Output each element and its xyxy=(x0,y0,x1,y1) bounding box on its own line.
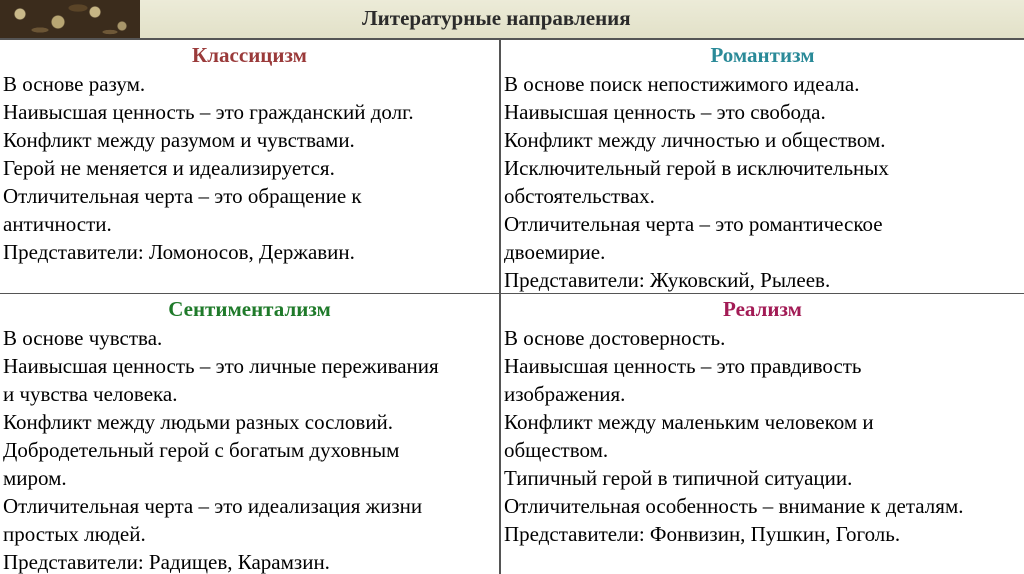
text-line: Герой не меняется и идеализируется. xyxy=(3,156,335,180)
text-line: двоемирие. xyxy=(504,240,606,264)
cell-lines xyxy=(0,324,499,574)
text-line: античности. xyxy=(3,212,112,236)
text-line: Наивысшая ценность – это свобода. xyxy=(504,100,826,124)
text-line: В основе достоверность. xyxy=(504,326,726,350)
text-line: Типичный герой в типичной ситуации. xyxy=(504,466,853,490)
ornament-image xyxy=(0,0,140,38)
text-line: Добродетельный герой с богатым духовным xyxy=(3,438,400,462)
text-line: Наивысшая ценность – это гражданский долг. xyxy=(3,100,414,124)
cell-lines xyxy=(501,324,1024,548)
cell-sentimentalism xyxy=(0,294,499,574)
text-line: В основе поиск непостижимого идеала. xyxy=(504,72,860,96)
text-line: Отличительная черта – это идеализация жизни xyxy=(3,494,423,518)
text-line: Представители: Ломоносов, Державин. xyxy=(3,240,355,264)
header-bar xyxy=(0,0,1024,38)
text-line: Представители: Фонвизин, Пушкин, Гоголь. xyxy=(504,522,901,546)
cell-classicism xyxy=(0,40,499,293)
cell-romanticism xyxy=(501,40,1024,293)
text-line: В основе чувства. xyxy=(3,326,163,350)
text-line: Отличительная черта – это романтическое xyxy=(504,212,883,236)
text-line: В основе разум. xyxy=(3,72,146,96)
text-line: Отличительная особенность – внимание к деталям. xyxy=(504,494,964,518)
text-line: Конфликт между маленьким человеком и xyxy=(504,410,874,434)
text-line: Наивысшая ценность – это правдивость xyxy=(504,354,862,378)
text-line: миром. xyxy=(3,466,67,490)
text-line: изображения. xyxy=(504,382,626,406)
text-line: и чувства человека. xyxy=(3,382,178,406)
cell-lines xyxy=(0,70,499,266)
cell-lines xyxy=(501,70,1024,293)
cell-realism xyxy=(501,294,1024,574)
text-line: Конфликт между личностью и обществом. xyxy=(504,128,886,152)
text-line: Представители: Радищев, Карамзин. xyxy=(3,550,330,574)
text-line: обществом. xyxy=(504,438,609,462)
page-title: Литературные направления xyxy=(362,6,631,30)
cell-title: Романтизм xyxy=(710,43,815,67)
cell-title: Сентиментализм xyxy=(168,297,331,321)
text-line: Представители: Жуковский, Рылеев. xyxy=(504,268,831,292)
cell-title: Классицизм xyxy=(192,43,307,67)
text-line: обстоятельствах. xyxy=(504,184,655,208)
text-line: простых людей. xyxy=(3,522,146,546)
text-line: Исключительный герой в исключительных xyxy=(504,156,889,180)
text-line: Отличительная черта – это обращение к xyxy=(3,184,362,208)
text-line: Наивысшая ценность – это личные переживания xyxy=(3,354,439,378)
text-line: Конфликт между людьми разных сословий. xyxy=(3,410,394,434)
cell-title: Реализм xyxy=(723,297,802,321)
text-line: Конфликт между разумом и чувствами. xyxy=(3,128,355,152)
